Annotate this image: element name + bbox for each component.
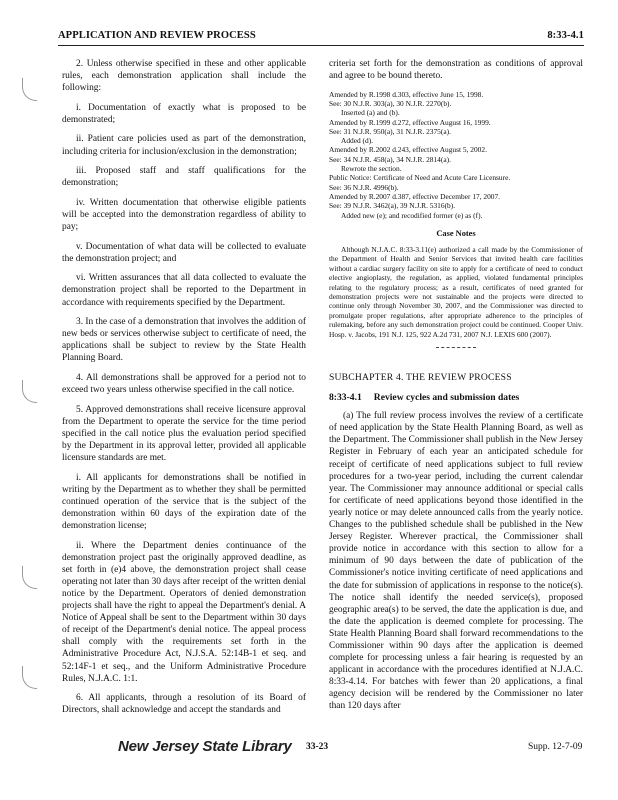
- amendment-line: Amended by R.1999 d.272, effective August 16, 1999.: [329, 117, 491, 127]
- header-section-number: 8:33-4.1: [547, 30, 584, 41]
- paragraph: 5. Approved demonstrations shall receive licensure approval from the Department to operate the service for the time period specified in the call notice plus the evaluation period specified by the Department in its approval letter, provided all applicable licensure standards are met.: [62, 404, 306, 464]
- amendment-history: [329, 90, 583, 220]
- margin-mark: [22, 666, 37, 689]
- list-item: vi. Written assurances that all data collected to evaluate the demonstration project shall be reported to the Department in accordance with requirements specified by the Department.: [62, 273, 306, 308]
- case-notes-text: Although N.J.A.C. 8:33-3.11(e) authorized a call made by the Commissioner of the Department of Health and Senior Services that invited health care facilities without a cardiac surgery facility on site to apply for a certificate of need to conduct elective angioplasty, the regulation, as applied, violated fundamental principles relating to the regulatory process; as a result, certificates of need granted for demonstration projects were not sustainable and the projects were directed to continue only through November 30, 2007, and the Commissioner was directed to promulgate proper regulations, after appropriate adherence to the principles of rulemaking, before any such demonstration project could be continued. Cooper Univ. Hosp. v. Jacobs, 191 N.J. 125, 922 A.2d 731, 2007 N.J. LEXIS 600 (2007).: [329, 244, 583, 339]
- supplement-date: Supp. 12-7-09: [528, 742, 583, 752]
- paragraph: 6. All applicants, through a resolution of its Board of Directors, shall acknowledge and accept the standards and: [62, 693, 306, 716]
- list-item: iv. Written documentation that otherwise eligible patients will be accepted into the demonstration regardless of ability to pay;: [62, 197, 306, 233]
- paragraph: 3. In the case of a demonstration that involves the addition of new beds or services otherwise subject to certificate of need, the applications shall be subject to review by the State Health Planning Board.: [62, 317, 306, 364]
- amendment-line: See: 34 N.J.R. 458(a), 34 N.J.R. 2814(a).: [329, 154, 451, 164]
- section-number: 8:33-4.1: [329, 392, 362, 404]
- amendment-line: Added new (e); and recodified former (e) as (f).: [341, 210, 483, 220]
- amendment-line: Added (d).: [341, 136, 374, 146]
- list-item: ii. Where the Department denies continuance of the demonstration project past the originally approved deadline, as set forth in (e)4 above, the demonstration project shall cease operating not later than 30 days after receipt of the written denial notice by the Department. Operators of denied demonstration projects shall have the right to appeal the Department's denial. A Notice of Appeal shall be sent to the Department within 30 days of receipt of the Department's denial notice. The appeal process shall comply with the requirements set forth in the Administrative Procedure Act, N.J.S.A. 52:14B-1 et seq. and 52:14F-1 et seq., and the Uniform Administrative Procedure Rules, N.J.A.C. 1:1.: [62, 540, 306, 684]
- paragraph: 4. All demonstrations shall be approved for a period not to exceed two years unless otherwise specified in the call notice.: [62, 372, 306, 396]
- amendment-line: Amended by R.1998 d.303, effective June 15, 1998.: [329, 89, 484, 99]
- list-item: i. All applicants for demonstrations shall be notified in writing by the Department as to whether they shall be permitted continued operation of the service that is the subject of the demonstration within 60 days of the expiration date of the demonstration license;: [62, 472, 306, 531]
- margin-mark: [22, 566, 37, 589]
- right-column: [329, 58, 583, 720]
- amendment-line: Amended by R.2007 d.387, effective December 17, 2007.: [329, 191, 501, 201]
- case-notes-heading: Case Notes: [436, 228, 476, 238]
- header-title: APPLICATION AND REVIEW PROCESS: [58, 30, 256, 41]
- margin-mark: [22, 78, 37, 101]
- amendment-line: Amended by R.2002 d.243, effective August 5, 2002.: [329, 145, 487, 155]
- page-footer: [0, 738, 618, 762]
- list-item: v. Documentation of what data will be collected to evaluate the demonstration project; and: [62, 241, 306, 264]
- continuation-paragraph: criteria set forth for the demonstration as conditions of approval and agree to be bound thereto.: [329, 59, 583, 82]
- amendment-line: Rewrote the section.: [341, 164, 402, 174]
- section-title: Review cycles and submission dates: [373, 392, 520, 404]
- amendment-line: See: 36 N.J.R. 4996(b).: [329, 182, 399, 192]
- section-body: (a) The full review process involves the review of a certificate of need application by the State Health Planning Board, as well as the Department. The Commissioner shall publish in the New Jersey Register in February of each year an anticipated schedule for receipt of certificate of need applications subject to full review procedures for a two-year period, including the current calendar year. The Commissioner may announce additional or special calls for certificate of need applications beyond those identified in the yearly notice or may delete announced calls from the yearly notice. Changes to the published schedule shall be published in the New Jersey Register. Wherever practical, the Commissioner shall provide notice in accordance with this section to allow for a minimum of 90 days between the date of publication of the Commissioner's notice inviting certificate of need applications and the date for submission of applications in response to the notice(s). The notice shall identify the needed service(s), proposed geographic area(s) to be served, the date the application is due, and the date the application is deemed complete for processing. The State Health Planning Board shall forward recommendations to the Commissioner within 90 days after the application is deemed complete for processing unless a fair hearing is requested by an applicant in accordance with the procedures identified at N.J.A.C. 8:33-4.14. For batches with fewer than 20 applications, a final agency decision will be rendered by the Commissioner no later than 120 days after: [329, 411, 583, 712]
- amendment-line: See: 39 N.J.R. 3462(a), 39 N.J.R. 5316(b).: [329, 201, 456, 211]
- page-number: 33-23: [306, 742, 329, 752]
- amendment-line: Public Notice: Certificate of Need and Acute Care Licensure.: [329, 173, 511, 183]
- margin-mark: [22, 380, 37, 403]
- section-heading: [329, 392, 583, 404]
- header-rule: [58, 45, 584, 46]
- list-item: ii. Patient care policies used as part of the demonstration, including criteria for inclusion/exclusion in the demonstration;: [62, 134, 306, 157]
- amendment-line: See: 30 N.J.R. 303(a), 30 N.J.R. 2270(b).: [329, 98, 452, 108]
- library-logo: New Jersey State Library: [118, 738, 292, 755]
- section-divider: [436, 347, 476, 348]
- amendment-line: Inserted (a) and (b).: [341, 108, 400, 118]
- list-item: iii. Proposed staff and staff qualifications for the demonstration;: [62, 166, 306, 189]
- paragraph: 2. Unless otherwise specified in these and other applicable rules, each demonstration application shall include the following:: [62, 59, 306, 94]
- running-header: [58, 30, 584, 41]
- amendment-line: See: 31 N.J.R. 950(a), 31 N.J.R. 2375(a).: [329, 126, 451, 136]
- subchapter-heading: SUBCHAPTER 4. THE REVIEW PROCESS: [329, 372, 512, 383]
- list-item: i. Documentation of exactly what is proposed to be demonstrated;: [62, 102, 306, 125]
- left-column: [62, 58, 306, 724]
